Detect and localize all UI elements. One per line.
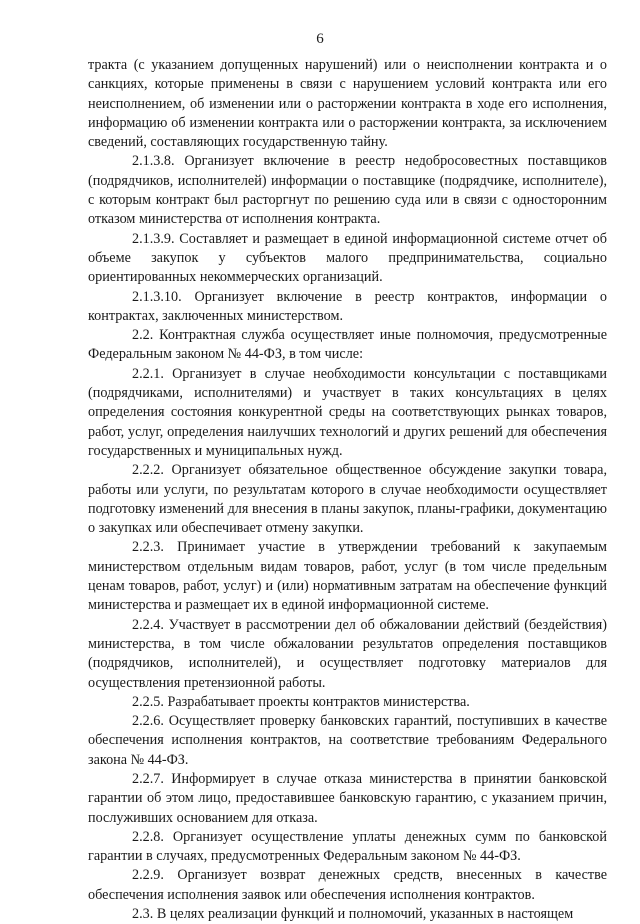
paragraph-2-1-3-9: 2.1.3.9. Составляет и размещает в единой информационной системе отчет об объеме закупок у субъектов малого предпринимательства, социально ориентированных некоммерческих организаций. xyxy=(88,230,607,286)
paragraph-2-2-9: 2.2.9. Организует возврат денежных средств, внесенных в качестве обеспечения исполнения заявок или обеспечения исполнения контрактов. xyxy=(88,867,607,903)
paragraph-2-3: 2.3. В целях реализации функций и полномочий, указанных в настоящем xyxy=(132,906,574,923)
paragraph-2-1-3-8: 2.1.3.8. Организует включение в реестр недобросовестных поставщиков (подрядчиков, исполнителей) информации о поставщике (подрядчике, исполнителе), с которым контракт был расторгнут по решению суда или в связи с односторонним отказом министерства от исполнения контракта. xyxy=(88,153,607,228)
page-number: 6 xyxy=(316,31,324,47)
paragraph-2-2-7: 2.2.7. Информирует в случае отказа министерства в принятии банковской гарантии об этом лицо, предоставившее банковскую гарантию, с указанием причин, послуживших основанием для отказа. xyxy=(88,770,607,826)
paragraph-continuation: тракта (с указанием допущенных нарушений) или о неисполнении контракта и о санкциях, которые применены в связи с нарушением условий контракта или его неисполнением, об изменении или о расторжении контракта в ходе его исполнения, информацию об изменении контракта или о расторжении контракта, за исключением сведений, составляющих государственную тайну. xyxy=(88,57,607,151)
paragraph-2-2-1: 2.2.1. Организует в случае необходимости консультации с поставщиками (подрядчиками, исполнителями) и участвует в таких консультациях в целях определения состояния конкурентной среды на соответствующих рынках товаров, работ, услуг, определения наилучших технологий и других решений для обеспечения государственных и муниципальных нужд. xyxy=(88,365,607,459)
paragraph-2-2-6: 2.2.6. Осуществляет проверку банковских гарантий, поступивших в качестве обеспечения исполнения контрактов, на соответствие требованиям Федерального закона № 44-ФЗ. xyxy=(88,713,607,768)
paragraph-2-2-4: 2.2.4. Участвует в рассмотрении дел об обжаловании действий (бездействия) министерства, в том числе обжаловании результатов определения поставщиков (подрядчиков, исполнителей), и осуществляет подготовку материалов для осуществления претензионной работы. xyxy=(88,616,607,691)
paragraph-2-2-2: 2.2.2. Организует обязательное общественное обсуждение закупки товара, работы или услуги, по результатам которого в случае необходимости осуществляет подготовку изменений для внесения в планы закупок, планы-графики, документацию о закупках или обеспечивает отмену закупки. xyxy=(88,462,607,537)
paragraph-2-1-3-10: 2.1.3.10. Организует включение в реестр контрактов, информации о контрактах, заключенных министерством. xyxy=(88,288,607,324)
paragraph-2-2-5: 2.2.5. Разрабатывает проекты контрактов министерства. xyxy=(132,693,470,710)
paragraph-2-2: 2.2. Контрактная служба осуществляет иные полномочия, предусмотренные Федеральным законом № 44-ФЗ, в том числе: xyxy=(88,327,607,363)
paragraph-2-2-8: 2.2.8. Организует осуществление уплаты денежных сумм по банковской гарантии в случаях, предусмотренных Федеральным законом № 44-ФЗ. xyxy=(88,828,607,865)
paragraph-2-2-3: 2.2.3. Принимает участие в утверждении требований к закупаемым министерством отдельным видам товаров, работ, услуг (в том числе предельным ценам товаров, работ, услуг) и (или) нормативным затратам на обеспечение функций министерства и размещает их в единой информационной системе. xyxy=(88,539,607,614)
document-body xyxy=(88,56,607,924)
